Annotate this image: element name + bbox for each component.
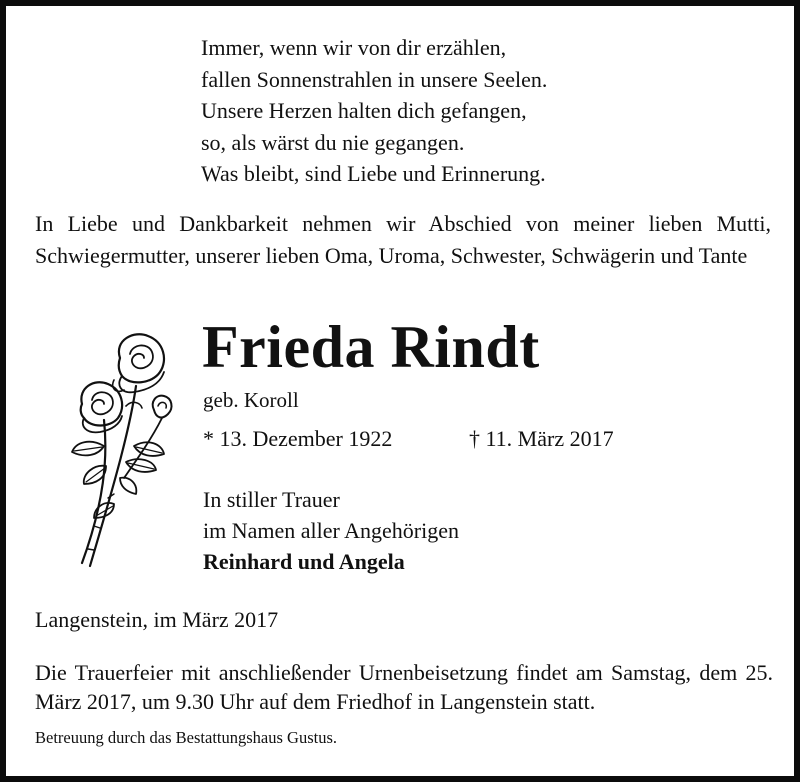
funeral-service-info: Die Trauerfeier mit anschließender Urnenbeisetzung findet am Samstag, dem 25. März 2017, um 9.30 Uhr auf dem Friedhof in Langenstein statt. <box>35 660 773 714</box>
memorial-poem <box>201 32 547 190</box>
birth-date: * 13. Dezember 1922 <box>203 426 393 451</box>
poem-line: Unsere Herzen halten dich gefangen, <box>201 98 527 123</box>
mourners-block <box>203 484 459 577</box>
place-and-date: Langenstein, im März 2017 <box>35 607 279 632</box>
mourner-names: Reinhard und Angela <box>203 549 405 574</box>
birth-name: geb. Koroll <box>203 388 299 412</box>
poem-line: so, als wärst du nie gegangen. <box>201 129 465 155</box>
farewell-intro-text: In Liebe und Dankbarkeit nehmen wir Abschied von meiner lieben Mutti, Schwiegermutter, unserer lieben Oma, Uroma, Schwester, Schwägerin und Tante <box>35 211 771 268</box>
funeral-home-credit: Betreuung durch das Bestattungshaus Gustus. <box>35 728 338 747</box>
poem-line: Immer, wenn wir von dir erzählen, <box>201 35 507 60</box>
rose-illustration-icon <box>64 328 184 570</box>
relatives-line: im Namen aller Angehörigen <box>203 518 459 543</box>
poem-line: fallen Sonnenstrahlen in unsere Seelen. <box>201 66 548 92</box>
death-date: † 11. März 2017 <box>469 426 614 451</box>
poem-line: Was bleibt, sind Liebe und Erinnerung. <box>201 161 546 186</box>
deceased-name: Frieda Rindt <box>202 314 540 380</box>
mourning-line: In stiller Trauer <box>203 487 340 512</box>
